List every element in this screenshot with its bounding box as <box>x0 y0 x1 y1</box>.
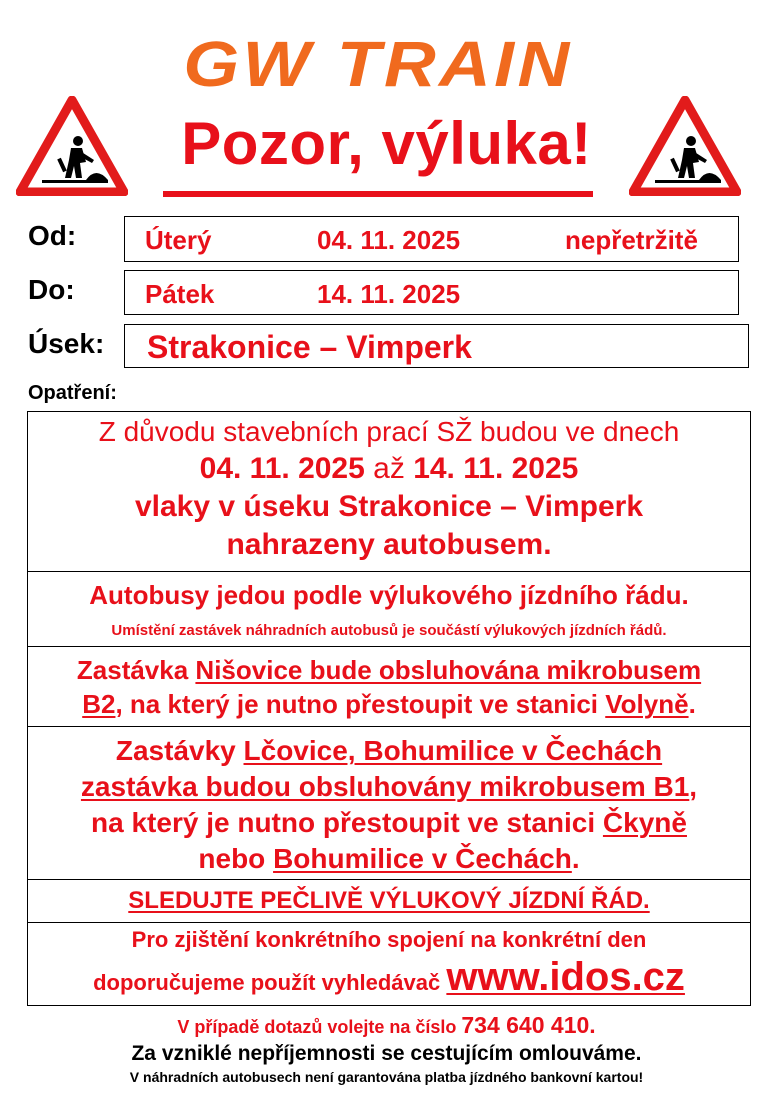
contact-text: V případě dotazů volejte na číslo <box>177 1017 462 1037</box>
nisovice-transfer: , na který je nutno přestoupit ve stanici <box>115 689 606 719</box>
od-field <box>124 216 739 262</box>
lcovice-line3 <box>28 807 750 839</box>
notice-dates <box>28 452 750 486</box>
warning-label: SLEDUJTE PEČLIVĚ VÝLUKOVÝ JÍZDNÍ ŘÁD. <box>128 887 650 914</box>
usek-label: Úsek: <box>28 328 105 359</box>
nisovice-station: Volyně <box>605 689 689 719</box>
notice-line3: vlaky v úseku Strakonice – Vimperk <box>134 490 644 523</box>
notice-conj: až <box>373 452 405 485</box>
timetable-line1: Autobusy jedou podle výlukového jízdního řádu. <box>89 580 689 610</box>
nisovice-line1 <box>28 655 750 686</box>
lcovice-service: zastávka budou obsluhovány mikrobusem B1 <box>80 771 690 802</box>
title-underline <box>163 191 593 197</box>
od-day: Úterý <box>145 225 212 255</box>
lcovice-line1 <box>28 735 750 767</box>
lcovice-or: nebo <box>198 843 274 874</box>
timetable-line2: Umístění zastávek náhradních autobusů je součástí výlukových jízdních řádů. <box>111 622 667 639</box>
nisovice-end: . <box>688 689 696 719</box>
notice-date-to: 14. 11. 2025 <box>413 452 579 485</box>
lcovice-end: . <box>571 843 580 874</box>
od-note: nepřetržitě <box>565 225 698 255</box>
search-box <box>27 922 751 1006</box>
nisovice-stop: Nišovice bude obsluhována mikrobusem <box>195 655 702 685</box>
notice-box <box>27 411 751 572</box>
do-field <box>124 270 739 315</box>
notice-date-from: 04. 11. 2025 <box>199 452 365 485</box>
roadwork-warning-icon <box>16 96 128 196</box>
usek-value: Strakonice – Vimperk <box>147 329 472 365</box>
nisovice-line2 <box>28 689 750 720</box>
notice-line1: Z důvodu stavebních prací SŽ budou ve dnech <box>98 416 680 447</box>
roadwork-warning-icon <box>629 96 741 196</box>
logo-text: GW TRAIN <box>183 28 573 101</box>
od-date: 04. 11. 2025 <box>317 225 461 255</box>
lcovice-station1: Čkyně <box>602 807 687 838</box>
lcovice-transfer: na který je nutno přestoupit ve stanici <box>91 807 603 838</box>
notice-line4: nahrazeny autobusem. <box>226 528 552 561</box>
search-line2 <box>28 955 750 1000</box>
warning-box <box>27 879 751 923</box>
payment-note: V náhradních autobusech není garantována platba jízdného bankovní kartou! <box>129 1069 644 1085</box>
gw-train-logo <box>0 24 773 104</box>
search-recommend: doporučujeme použít vyhledávač <box>93 970 447 995</box>
do-day: Pátek <box>145 279 215 309</box>
usek-field <box>124 324 749 368</box>
page-title: Pozor, výluka! <box>181 110 592 177</box>
lcovice-line4 <box>28 843 750 875</box>
idos-link[interactable]: www.idos.cz <box>446 955 685 999</box>
lcovice-prefix: Zastávky <box>115 735 244 766</box>
lcovice-box <box>27 726 751 880</box>
opatreni-label: Opatření: <box>28 382 117 404</box>
search-line1: Pro zjištění konkrétního spojení na konkrétní den <box>131 927 647 952</box>
warning-text <box>28 887 750 915</box>
do-date: 14. 11. 2025 <box>317 279 461 309</box>
do-label: Do: <box>28 274 75 305</box>
nisovice-bus: B2 <box>82 689 116 719</box>
timetable-box <box>27 571 751 647</box>
apology-line: Za vzniklé nepříjemnosti se cestujícím omlouváme. <box>131 1042 642 1065</box>
od-label: Od: <box>28 220 77 251</box>
lcovice-comma: , <box>689 771 698 802</box>
lcovice-station2: Bohumilice v Čechách <box>273 843 572 874</box>
contact-line <box>0 1012 773 1039</box>
lcovice-line2 <box>28 771 750 803</box>
contact-phone: 734 640 410. <box>461 1012 596 1038</box>
nisovice-prefix: Zastávka <box>76 655 196 685</box>
lcovice-stops: Lčovice, Bohumilice v Čechách <box>243 735 663 766</box>
nisovice-box <box>27 646 751 727</box>
